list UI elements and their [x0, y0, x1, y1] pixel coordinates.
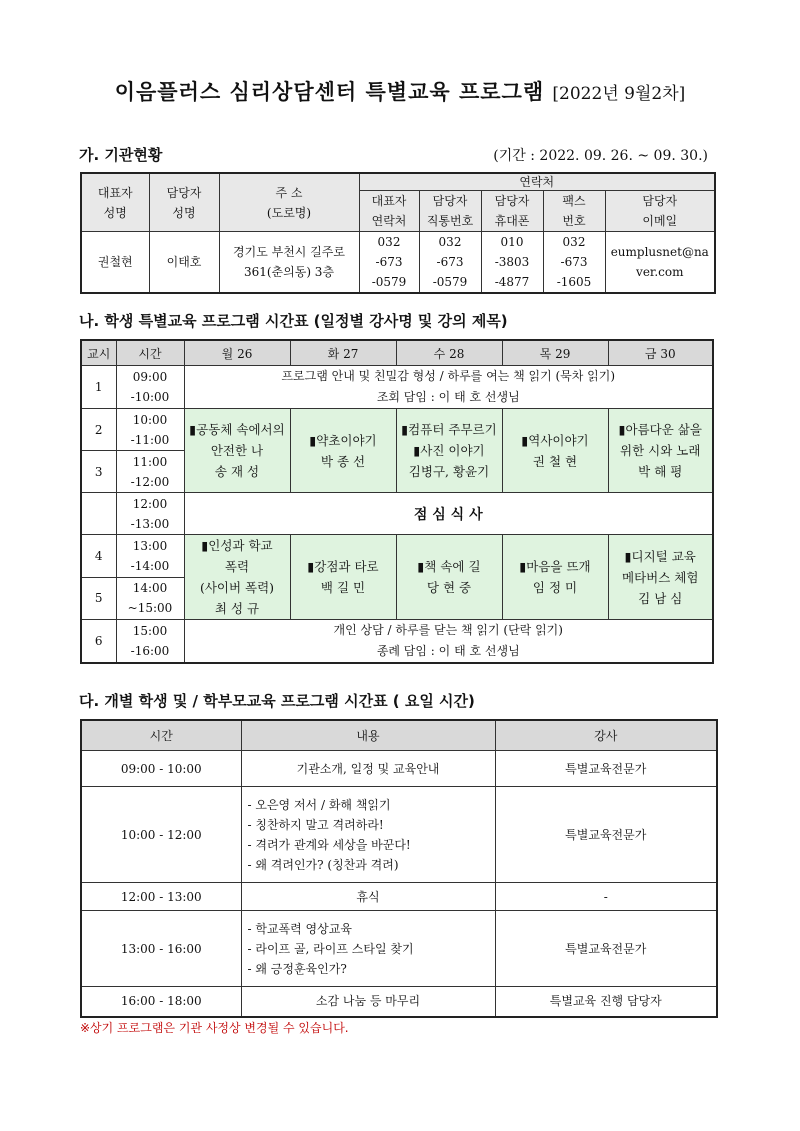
class-mon-pm: ▮인성과 학교 폭력 (사이버 폭력) 최 성 규 [184, 535, 290, 620]
closing-session: 개인 상담 / 하루를 닫는 책 읽기 (단락 읽기) 종례 담임 : 이 태 호 선생님 [184, 620, 713, 664]
hdr-email: 담당자 이메일 [605, 191, 715, 232]
row-content: 기관소개, 일정 및 교육안내 [241, 751, 495, 787]
period-time: 14:00 ~15:00 [116, 577, 184, 620]
class-fri-pm: ▮디지털 교육 메타버스 체험 김 남 심 [608, 535, 713, 620]
row-time: 16:00 - 18:00 [81, 987, 241, 1017]
row-content: 소감 나눔 등 마무리 [241, 987, 495, 1017]
class-tue-pm: ▮강점과 타로 백 길 민 [290, 535, 396, 620]
rep-name: 권철현 [81, 232, 149, 294]
hdr-contact: 연락처 [359, 173, 715, 191]
mgr-name: 이태호 [149, 232, 219, 294]
page-title [0, 76, 800, 106]
hdr-direct: 담당자 직통번호 [419, 191, 481, 232]
class-wed-am: ▮컴퓨터 주무르기 ▮사진 이야기 김병구, 황윤기 [396, 409, 502, 493]
direct-phone: 032 -673 -0579 [419, 232, 481, 294]
class-mon-am: ▮공동체 속에서의 안전한 나 송 재 성 [184, 409, 290, 493]
hdr-c-content: 내용 [241, 720, 495, 751]
section-b-heading: 나. 학생 특별교육 프로그램 시간표 (일정별 강사명 및 강의 제목) [79, 312, 508, 330]
hdr-fri: 금 30 [608, 340, 713, 366]
student-schedule-table [80, 339, 714, 664]
row-content: - 학교폭력 영상교육 - 라이프 골, 라이프 스타일 찾기 - 왜 긍정훈육인가? [241, 911, 495, 987]
hdr-c-time: 시간 [81, 720, 241, 751]
row-time: 09:00 - 10:00 [81, 751, 241, 787]
class-fri-am: ▮아름다운 삶을 위한 시와 노래 박 해 평 [608, 409, 713, 493]
row-time: 12:00 - 13:00 [81, 883, 241, 911]
hdr-wed: 수 28 [396, 340, 502, 366]
row-time: 10:00 - 12:00 [81, 787, 241, 883]
class-tue-am: ▮약초이야기 박 종 선 [290, 409, 396, 493]
period-time: 09:00 -10:00 [116, 366, 184, 409]
address: 경기도 부천시 길주로 361(춘의동) 3층 [219, 232, 359, 294]
row-teacher: 특별교육전문가 [495, 787, 717, 883]
row-time: 13:00 - 16:00 [81, 911, 241, 987]
lunch: 점 심 식 사 [184, 493, 713, 535]
period-time: 12:00 -13:00 [116, 493, 184, 535]
section-a-heading: 가. 기관현황 [79, 146, 163, 164]
section-c-heading: 다. 개별 학생 및 / 학부모교육 프로그램 시간표 ( 요일 시간) [79, 692, 475, 710]
row-teacher: 특별교육 진행 담당자 [495, 987, 717, 1017]
hdr-c-teacher: 강사 [495, 720, 717, 751]
agency-table [80, 172, 716, 294]
mobile-phone: 010 -3803 -4877 [481, 232, 543, 294]
period-time: 13:00 -14:00 [116, 535, 184, 578]
hdr-period: 교시 [81, 340, 116, 366]
hdr-time: 시간 [116, 340, 184, 366]
hdr-tue: 화 27 [290, 340, 396, 366]
hdr-rep-phone: 대표자 연락처 [359, 191, 419, 232]
class-thu-am: ▮역사이야기 권 철 현 [502, 409, 608, 493]
hdr-mgr: 담당자 성명 [149, 173, 219, 232]
hdr-fax: 팩스 번호 [543, 191, 605, 232]
period-no: 6 [81, 620, 116, 664]
fax-number: 032 -673 -1605 [543, 232, 605, 294]
title-main: 이음플러스 심리상담센터 특별교육 프로그램 [114, 80, 545, 104]
parent-schedule-table [80, 719, 718, 1018]
period-no: 2 [81, 409, 116, 451]
row-content: 휴식 [241, 883, 495, 911]
title-sub: [2022년 9월2차] [552, 84, 686, 104]
period-time: 15:00 -16:00 [116, 620, 184, 664]
class-wed-pm: ▮책 속에 길 당 현 중 [396, 535, 502, 620]
hdr-rep: 대표자 성명 [81, 173, 149, 232]
period-no: 1 [81, 366, 116, 409]
period-time: 11:00 -12:00 [116, 451, 184, 493]
period: (기간 : 2022. 09. 26. ~ 09. 30.) [493, 148, 708, 164]
class-thu-pm: ▮마음을 뜨개 임 정 미 [502, 535, 608, 620]
period-time: 10:00 -11:00 [116, 409, 184, 451]
period-no [81, 493, 116, 535]
row-teacher: 특별교육전문가 [495, 911, 717, 987]
email: eumplusnet@na ver.com [605, 232, 715, 294]
hdr-addr: 주 소 (도로명) [219, 173, 359, 232]
hdr-thu: 목 29 [502, 340, 608, 366]
change-notice: ※상기 프로그램은 기관 사정상 변경될 수 있습니다. [80, 1021, 349, 1035]
period-no: 4 [81, 535, 116, 578]
row-content: - 오은영 저서 / 화해 책읽기 - 칭찬하지 말고 격려하라! - 격려가 관계와 세상을 바꾼다! - 왜 격려인가? (칭찬과 격려) [241, 787, 495, 883]
hdr-mobile: 담당자 휴대폰 [481, 191, 543, 232]
row-teacher: 특별교육전문가 [495, 751, 717, 787]
opening-session: 프로그램 안내 및 친밀감 형성 / 하루를 여는 책 읽기 (묵차 읽기) 조회 담임 : 이 태 호 선생님 [184, 366, 713, 409]
hdr-mon: 월 26 [184, 340, 290, 366]
row-teacher: - [495, 883, 717, 911]
period-no: 5 [81, 577, 116, 620]
period-no: 3 [81, 451, 116, 493]
rep-phone: 032 -673 -0579 [359, 232, 419, 294]
